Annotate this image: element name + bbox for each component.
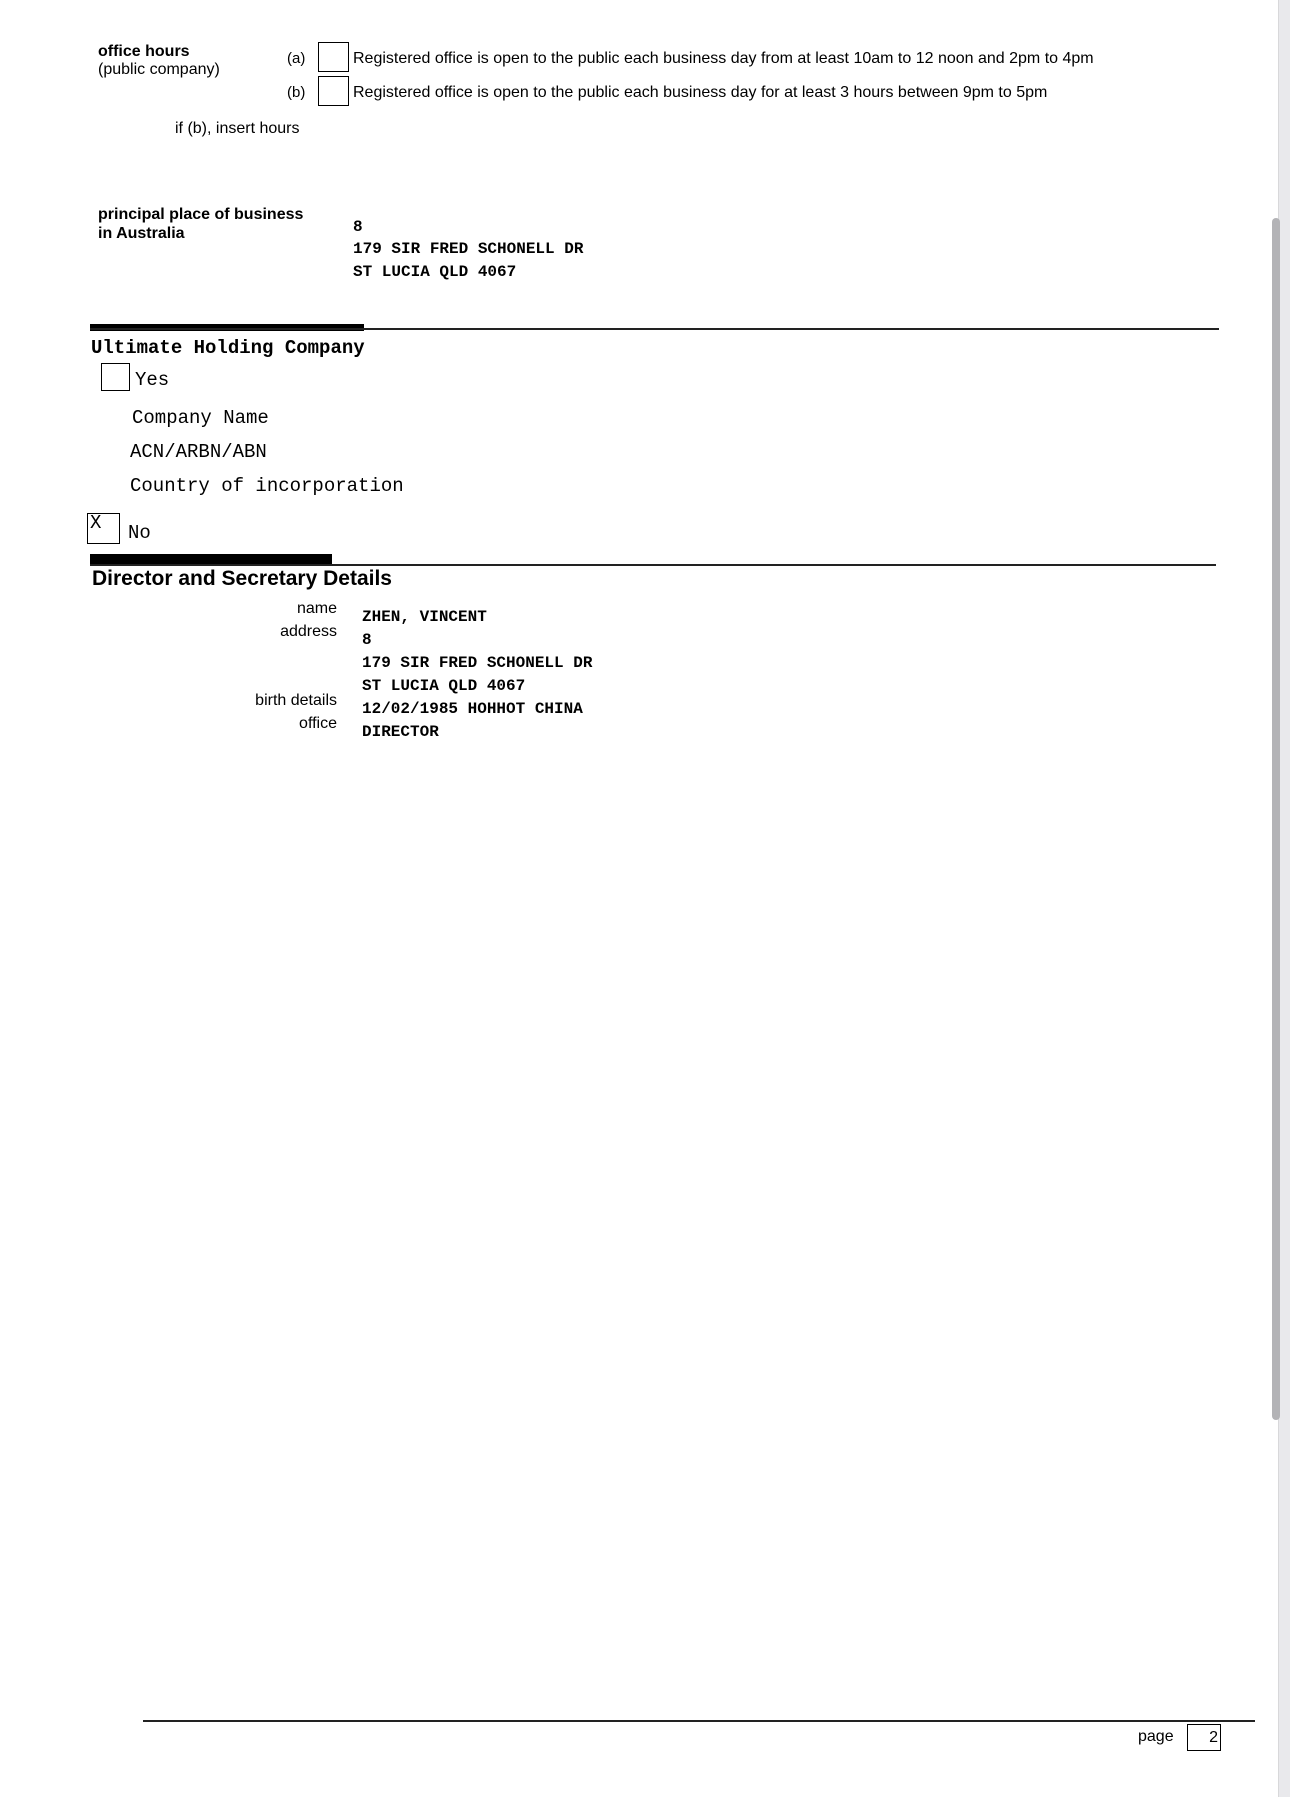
director-office-value: DIRECTOR — [362, 723, 439, 741]
yes-checkbox[interactable] — [101, 363, 130, 391]
principal-address-line2: 179 SIR FRED SCHONELL DR — [353, 240, 584, 258]
principal-place-label: principal place of business — [98, 206, 304, 223]
acn-label: ACN/ARBN/ABN — [130, 441, 267, 463]
section-rule — [90, 564, 1216, 566]
office-hours-label: office hours — [98, 43, 190, 60]
no-checkbox[interactable] — [87, 513, 120, 544]
company-name-label: Company Name — [132, 407, 269, 429]
yes-label: Yes — [135, 369, 170, 391]
office-hours-sublabel: (public company) — [98, 61, 220, 78]
no-label: No — [128, 522, 151, 544]
insert-hours-label: if (b), insert hours — [175, 120, 300, 137]
director-address-line3: ST LUCIA QLD 4067 — [362, 677, 526, 695]
director-address-label: address — [280, 623, 337, 640]
director-details-title: Director and Secretary Details — [92, 567, 392, 590]
principal-address-line3: ST LUCIA QLD 4067 — [353, 263, 517, 281]
section-rule — [90, 328, 1219, 330]
option-a-checkbox[interactable] — [318, 42, 349, 72]
page-label: page — [1138, 1728, 1174, 1745]
country-incorporation-label: Country of incorporation — [130, 475, 404, 497]
scrollbar-thumb[interactable] — [1272, 218, 1280, 1420]
option-a-marker: (a) — [287, 50, 306, 67]
footer-rule — [143, 1720, 1255, 1722]
principal-place-sublabel: in Australia — [98, 225, 185, 242]
option-b-checkbox[interactable] — [318, 76, 349, 106]
ultimate-holding-title: Ultimate Holding Company — [91, 337, 365, 359]
section-rule-thick — [90, 554, 332, 564]
director-address-line1: 8 — [362, 631, 372, 649]
option-a-text: Registered office is open to the public each business day from at least 10am to 12 noon and 2pm to 4pm — [353, 50, 1094, 67]
director-birth-value: 12/02/1985 HOHHOT CHINA — [362, 700, 583, 718]
director-name-label: name — [296, 600, 337, 617]
director-office-label: office — [299, 715, 337, 732]
principal-address-line1: 8 — [353, 218, 363, 236]
page-number-box: 2 — [1187, 1724, 1221, 1751]
director-name-value: ZHEN, VINCENT — [362, 608, 487, 626]
director-address-line2: 179 SIR FRED SCHONELL DR — [362, 654, 593, 672]
no-checkbox-mark: X — [90, 512, 102, 534]
option-b-text: Registered office is open to the public each business day for at least 3 hours between 9pm to 5pm — [353, 84, 1048, 101]
option-b-marker: (b) — [287, 84, 306, 101]
director-birth-label: birth details — [255, 692, 337, 709]
